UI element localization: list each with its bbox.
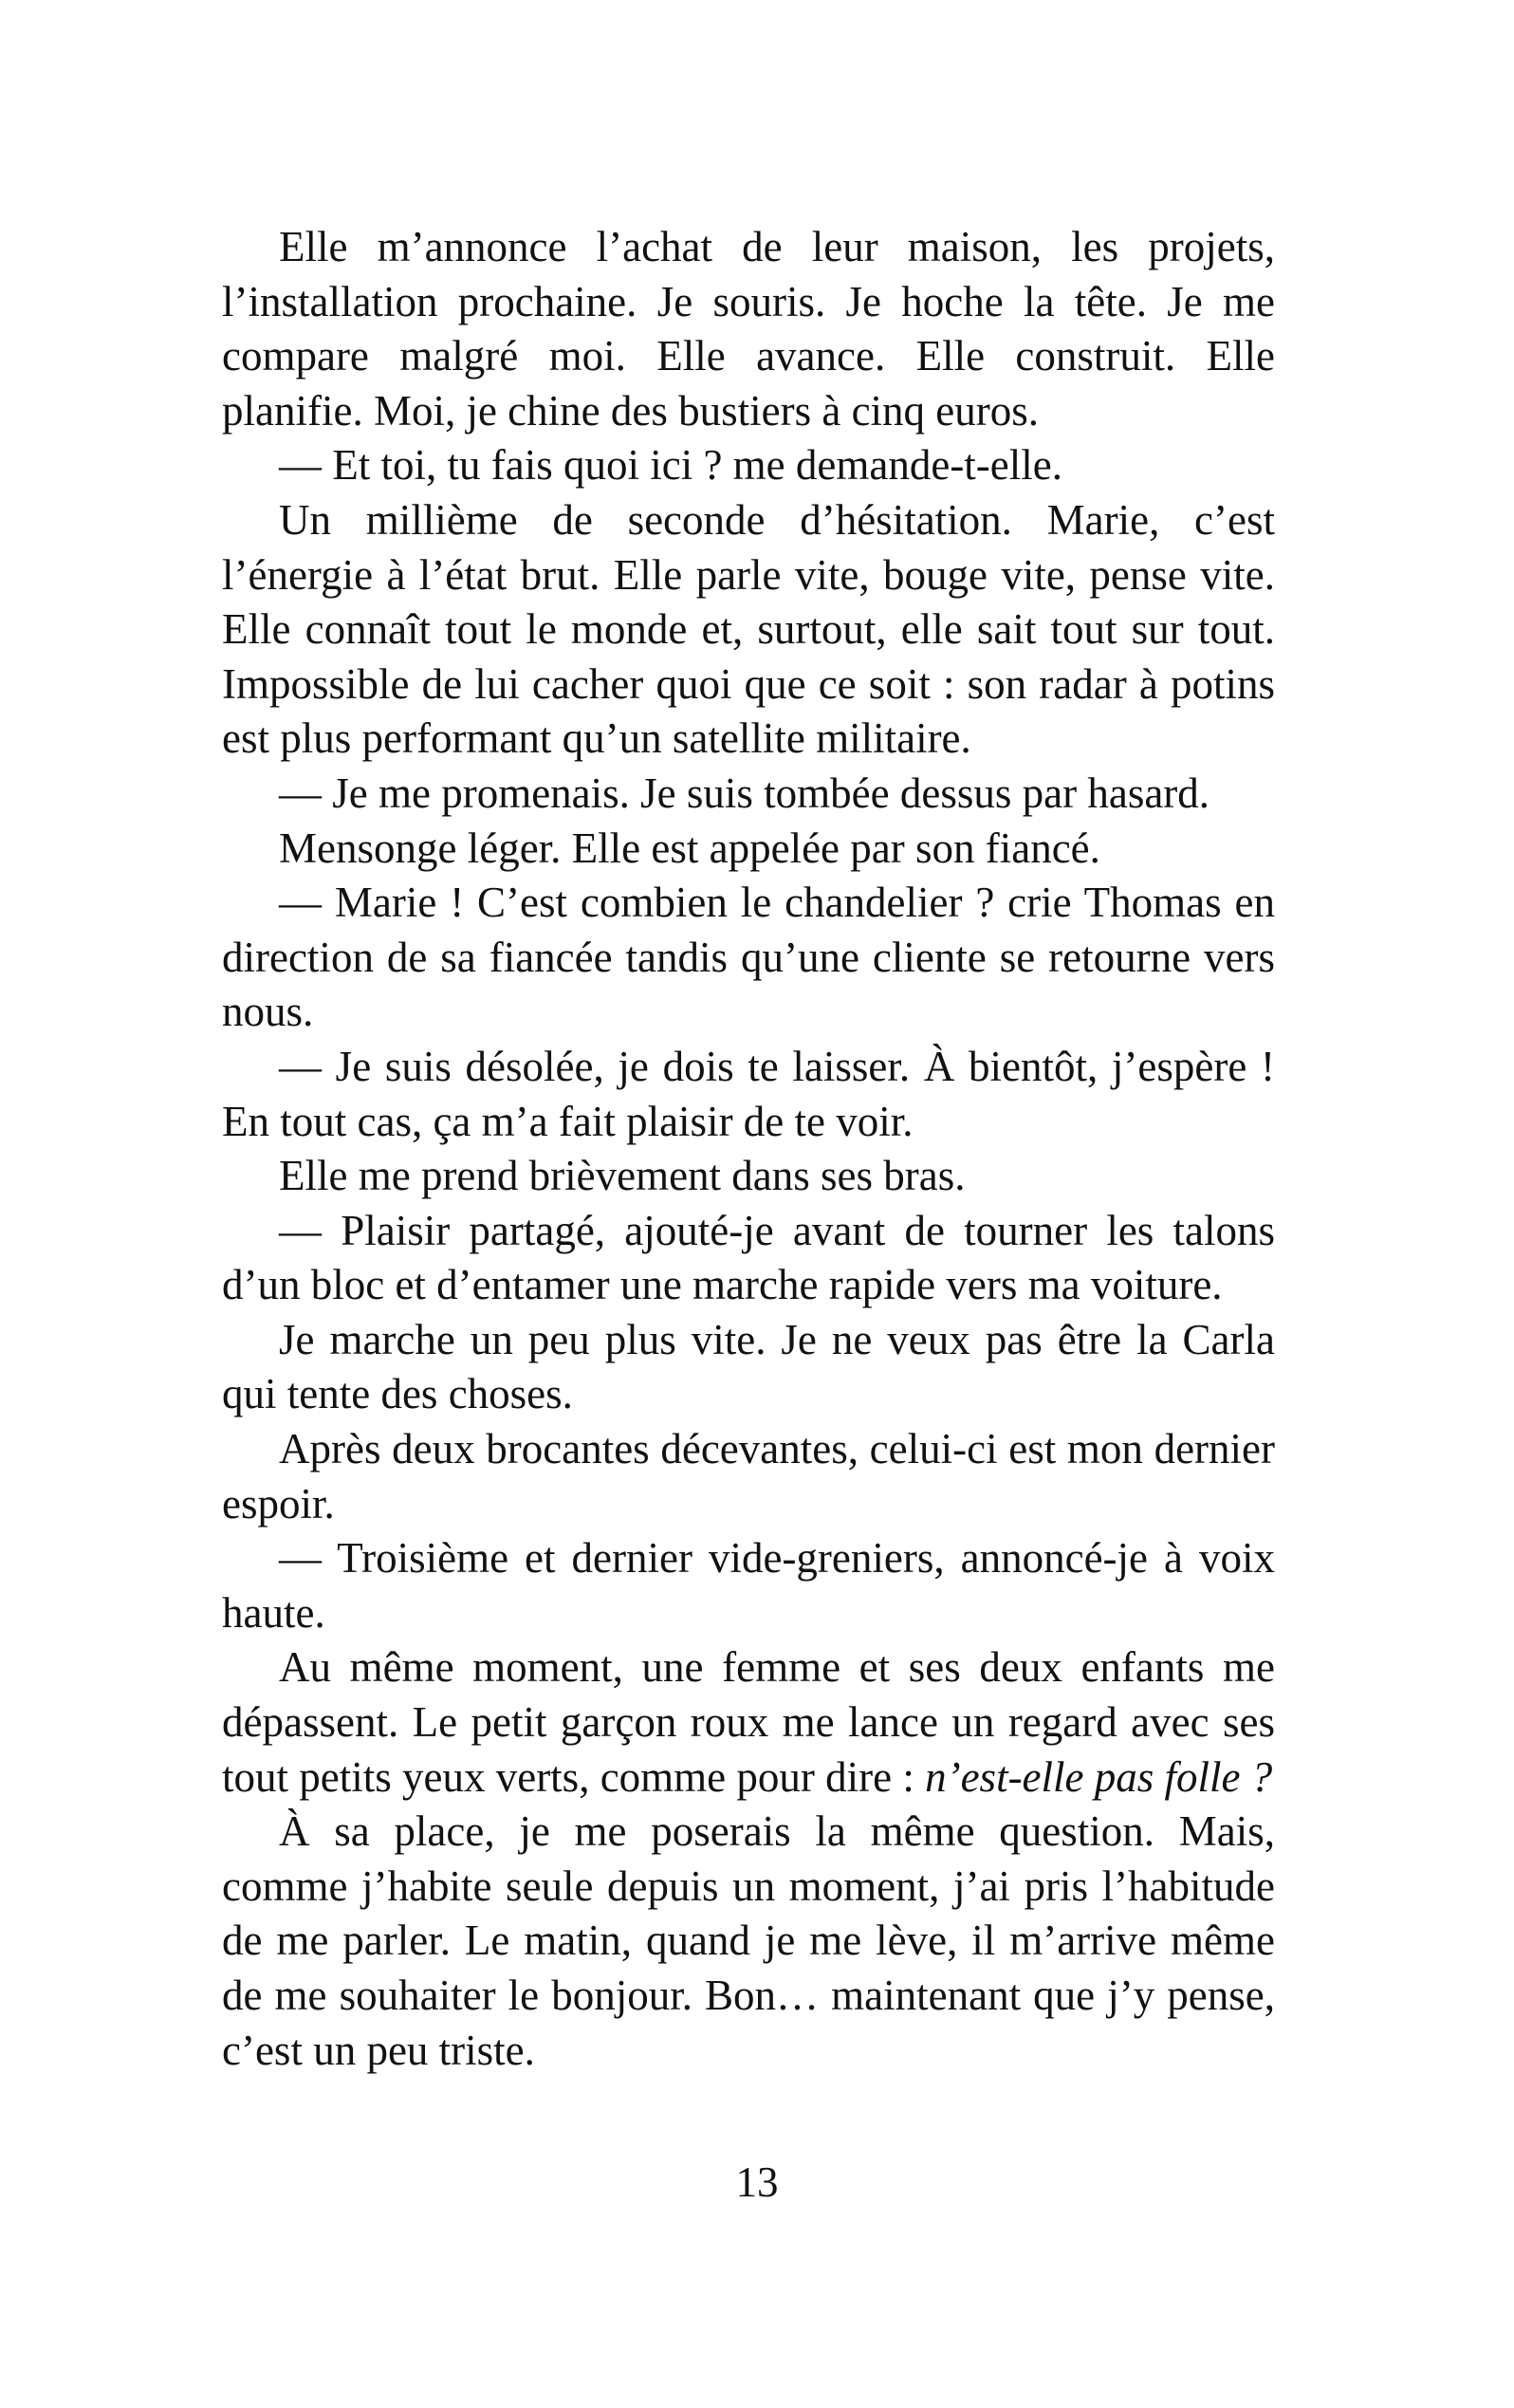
paragraph: Je marche un peu plus vite. Je ne veux pas être la Carla qui tente des choses. <box>222 1315 1275 1418</box>
paragraph: — Et toi, tu fais quoi ici ? me demande-t-elle. <box>279 441 1062 490</box>
paragraph: Un millième de seconde d’hésitation. Marie, c’est l’énergie à l’état brut. Elle parle vite, bouge vite, pense vite. Elle connaît tout le monde et, surtout, elle sait tout sur tout. Impossible de lui cacher quoi que ce soit : son radar à potins est plus performant qu’un satellite militaire. <box>222 495 1275 763</box>
paragraph: Après deux brocantes décevantes, celui-ci est mon dernier espoir. <box>222 1425 1275 1528</box>
paragraph: — Troisième et dernier vide-greniers, annoncé-je à voix haute. <box>222 1534 1275 1637</box>
page-number: 13 <box>735 2158 779 2206</box>
paragraph: — Plaisir partagé, ajouté-je avant de tourner les talons d’un bloc et d’entamer une marche rapide vers ma voiture. <box>222 1206 1275 1309</box>
paragraph: — Je me promenais. Je suis tombée dessus par hasard. <box>279 769 1210 817</box>
paragraph: À sa place, je me poserais la même question. Mais, comme j’habite seule depuis un moment, j’ai pris l’habitude de me parler. Le matin, quand je me lève, il m’arrive même de me souhaiter le bonjour. Bon… maintenant que j’y pense, c’est un peu triste. <box>222 1807 1275 2074</box>
italic-phrase: n’est-elle pas folle ? <box>925 1752 1273 1801</box>
paragraph: — Je suis désolée, je dois te laisser. À bientôt, j’espère ! En tout cas, ça m’a fait plaisir de te voir. <box>222 1042 1275 1145</box>
paragraph: — Marie ! C’est combien le chandelier ? crie Thomas en direction de sa fiancée tandis qu’une cliente se retourne vers nous. <box>222 879 1275 1036</box>
paragraph: Elle me prend brièvement dans ses bras. <box>279 1152 966 1200</box>
paragraph-text: Au même moment, une femme et ses deux enfants me dépassent. Le petit garçon roux me lance un regard avec ses tout petits yeux verts, comme pour dire : <box>222 1643 1275 1801</box>
paragraph: Mensonge léger. Elle est appelée par son fiancé. <box>279 824 1100 872</box>
page-body <box>222 220 1275 2078</box>
paragraph: Elle m’annonce l’achat de leur maison, les projets, l’installation prochaine. Je souris. Je hoche la tête. Je me compare malgré moi. Elle avance. Elle construit. Elle planifie. Moi, je chine des bustiers à cinq euros. <box>222 223 1275 435</box>
paragraph-with-italic <box>222 1640 1275 1805</box>
